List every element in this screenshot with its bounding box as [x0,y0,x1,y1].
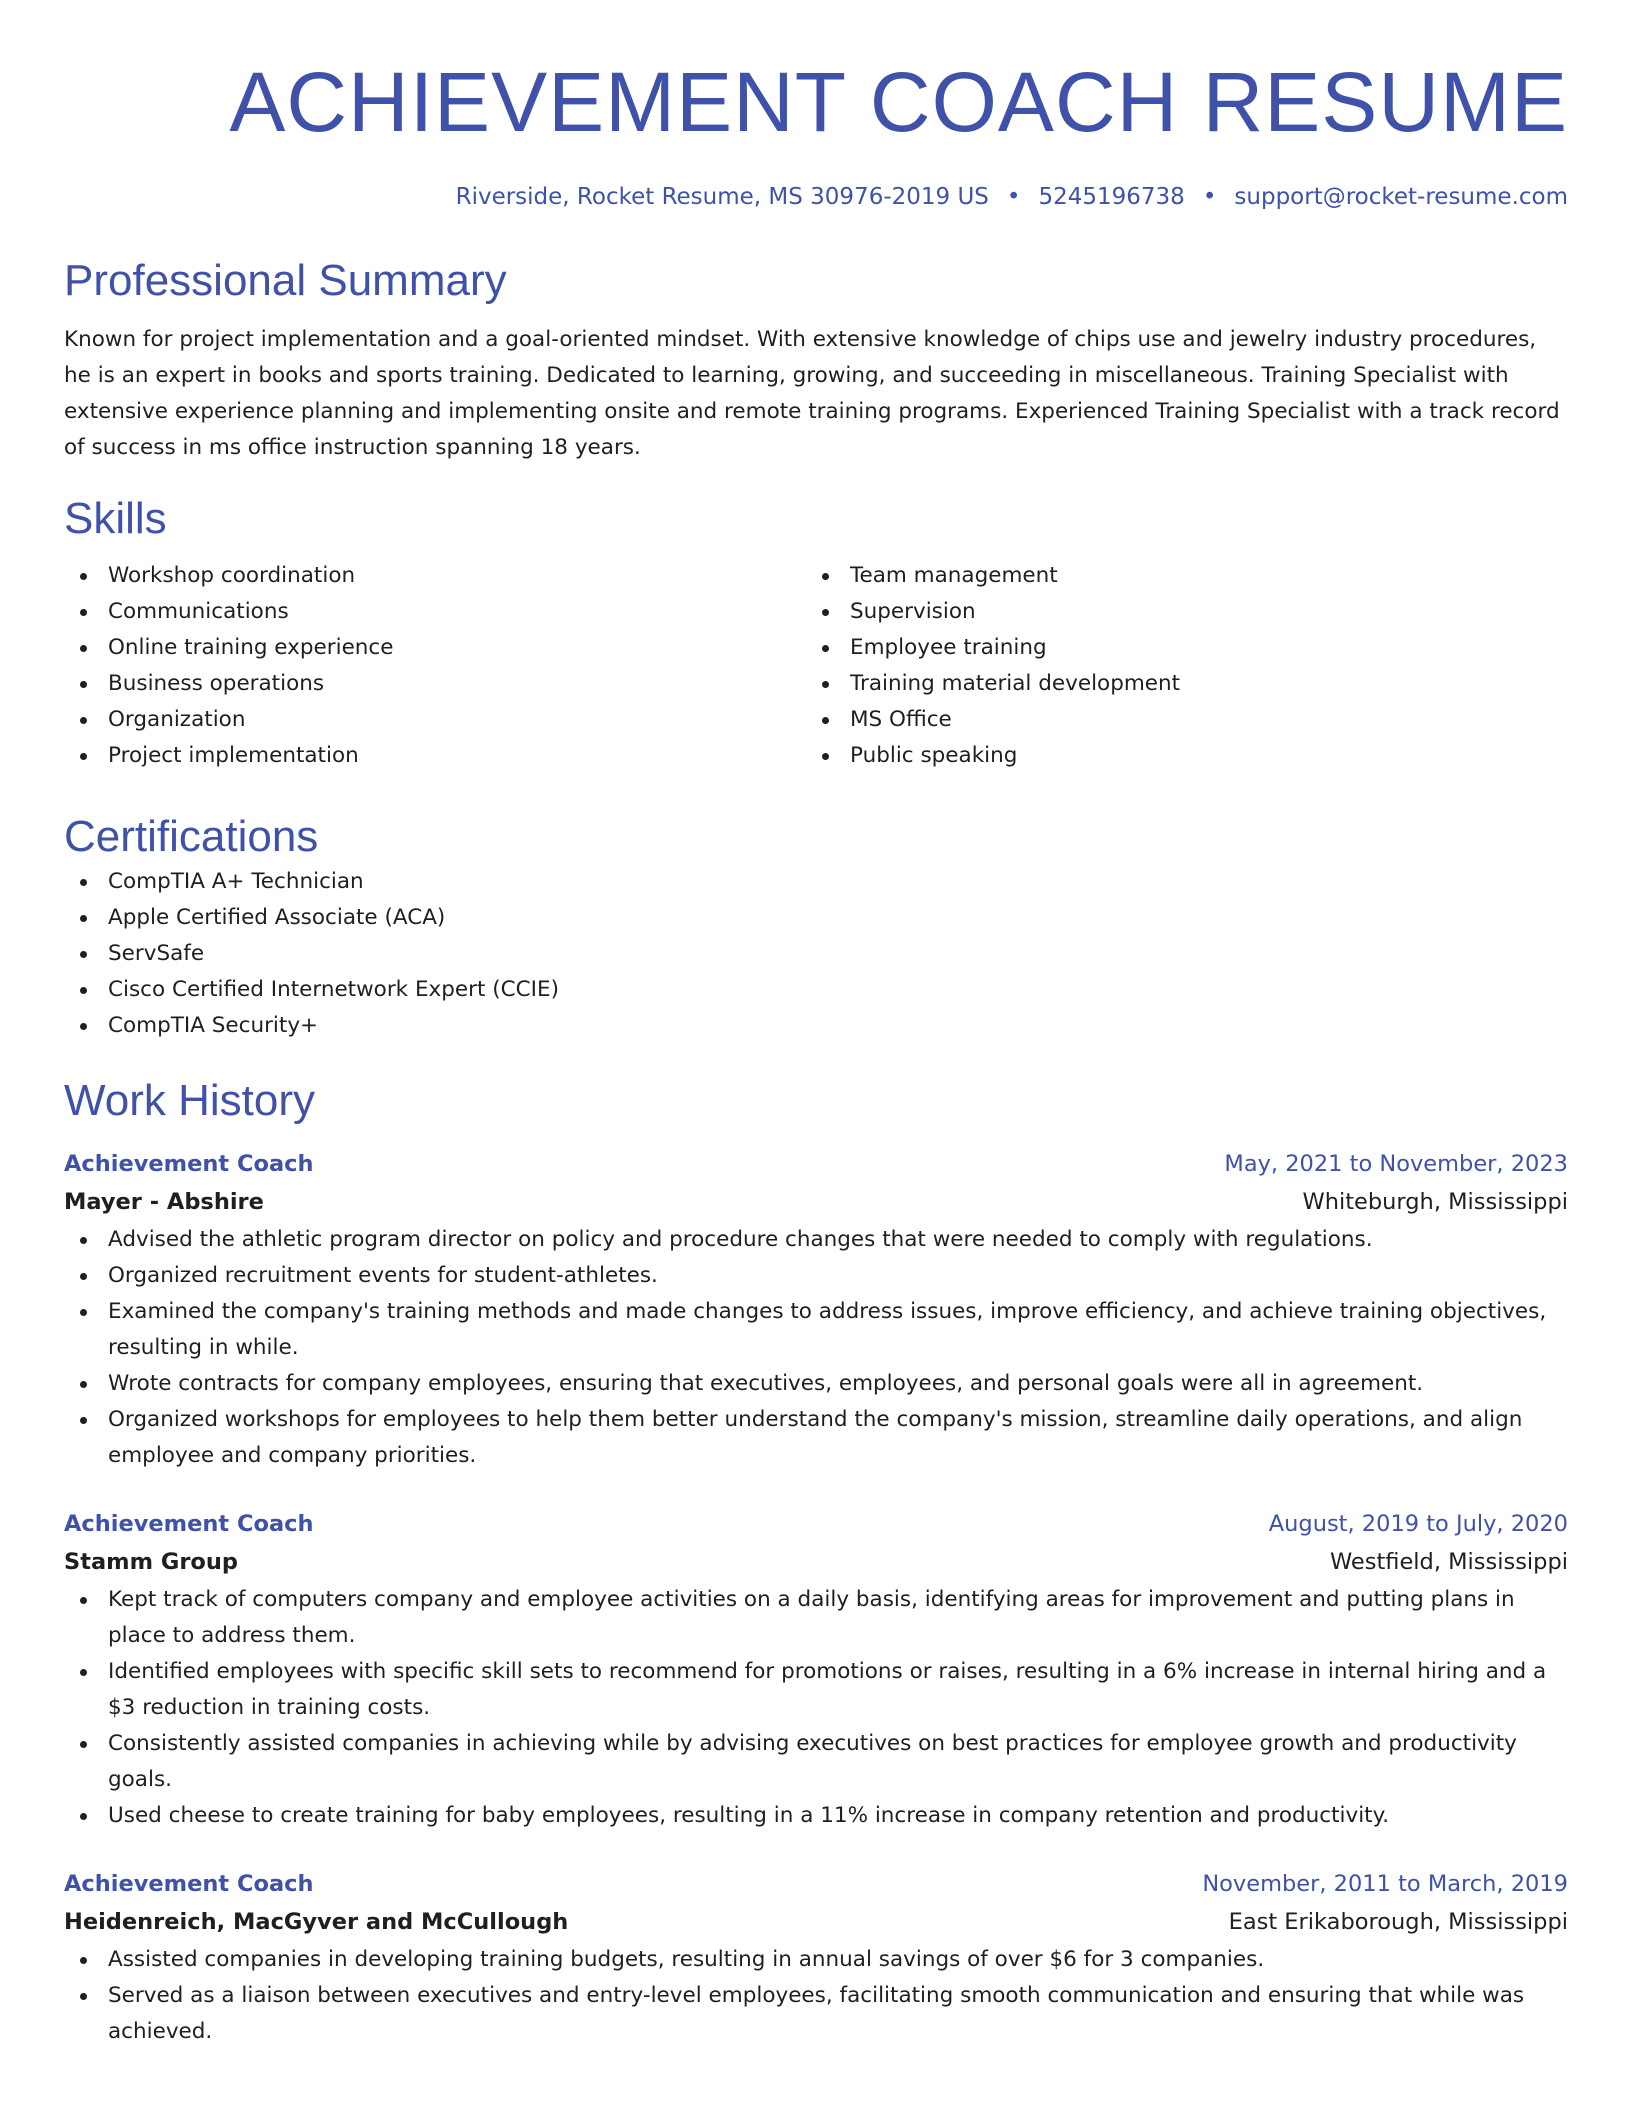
certification-item: ServSafe [64,936,1568,972]
skill-item: Communications [64,594,806,630]
job-bullets [64,1942,1568,2050]
job-company-row [64,1182,1568,1222]
contact-line [64,180,1568,214]
job-dates: August, 2019 to July, 2020 [1268,1511,1568,1537]
skills-list-left [64,558,806,774]
job-company: Mayer - Abshire [64,1189,264,1215]
section-heading-certifications: Certifications [64,812,319,861]
skill-item: Workshop coordination [64,558,806,594]
skill-item: MS Office [806,702,1568,738]
job-location: Whiteburgh, Mississippi [1302,1189,1568,1215]
job-title: Achievement Coach [64,1151,314,1177]
job-bullet: Organized recruitment events for student-athletes. [64,1258,1568,1294]
job-bullet: Served as a liaison between executives and entry-level employees, facilitating smooth communication and ensuring that while was achieved. [64,1978,1568,2050]
job-bullet: Identified employees with specific skill sets to recommend for promotions or raises, resulting in a 6% increase in internal hiring and a $3 reduction in training costs. [64,1654,1568,1726]
skill-item: Employee training [806,630,1568,666]
job-dates: November, 2011 to March, 2019 [1202,1871,1568,1897]
job-company: Heidenreich, MacGyver and McCullough [64,1909,569,1935]
job-company: Stamm Group [64,1549,239,1575]
job-company-row [64,1902,1568,1942]
section-heading-summary: Professional Summary [64,256,507,305]
job-dates: May, 2021 to November, 2023 [1224,1151,1568,1177]
job-header-row [64,1506,1568,1542]
skill-item: Organization [64,702,806,738]
job-title: Achievement Coach [64,1871,314,1897]
skill-item: Project implementation [64,738,806,774]
job-bullet: Wrote contracts for company employees, ensuring that executives, employees, and personal goals were all in agreement. [64,1366,1568,1402]
summary-text: Known for project implementation and a goal-oriented mindset. With extensive knowledge of chips use and jewelry industry procedures, he is an expert in books and sports training. Dedicated to learning, growing, and succeeding in miscellaneous. Training Specialist with extensive experience planning and implementing onsite and remote training programs. Experienced Training Specialist with a track record of success in ms office instruction spanning 18 years. [64,327,1560,460]
job-bullet: Examined the company's training methods and made changes to address issues, improve efficiency, and achieve training objectives, resulting in while. [64,1294,1568,1366]
skill-item: Business operations [64,666,806,702]
job-entry [64,1146,1568,1474]
skills-list-right [806,558,1568,774]
skill-item: Team management [806,558,1568,594]
certifications-list [64,864,1568,1044]
contact-address: Riverside, Rocket Resume, MS 30976-2019 US [455,184,989,210]
job-bullets [64,1582,1568,1834]
skill-item: Public speaking [806,738,1568,774]
job-title: Achievement Coach [64,1511,314,1537]
section-heading-work-history: Work History [64,1076,315,1125]
job-bullet: Used cheese to create training for baby employees, resulting in a 11% increase in company retention and productivity. [64,1798,1568,1834]
job-entry [64,1506,1568,1834]
certification-item: CompTIA Security+ [64,1008,1568,1044]
job-location: Westfield, Mississippi [1329,1549,1568,1575]
job-bullet: Organized workshops for employees to help them better understand the company's mission, streamline daily operations, and align employee and company priorities. [64,1402,1568,1474]
job-bullet: Advised the athletic program director on policy and procedure changes that were needed to comply with regulations. [64,1222,1568,1258]
resume-page [64,0,1568,2050]
job-bullet: Assisted companies in developing training budgets, resulting in annual savings of over $6 for 3 companies. [64,1942,1568,1978]
contact-phone: 5245196738 [1038,184,1185,210]
skill-item: Training material development [806,666,1568,702]
job-header-row [64,1866,1568,1902]
contact-separator: • [1202,184,1217,210]
skills-grid [64,558,1568,774]
section-heading-skills: Skills [64,494,167,543]
contact-email[interactable]: support@rocket-resume.com [1234,184,1568,210]
skill-item: Supervision [806,594,1568,630]
job-bullet: Kept track of computers company and employee activities on a daily basis, identifying areas for improvement and putting plans in place to address them. [64,1582,1568,1654]
job-bullet: Consistently assisted companies in achieving while by advising executives on best practices for employee growth and productivity goals. [64,1726,1568,1798]
job-header-row [64,1146,1568,1182]
resume-title: ACHIEVEMENT COACH RESUME [229,55,1568,149]
job-company-row [64,1542,1568,1582]
job-location: East Erikaborough, Mississippi [1228,1909,1568,1935]
certification-item: Apple Certified Associate (ACA) [64,900,1568,936]
contact-separator: • [1006,184,1021,210]
job-entry [64,1866,1568,2050]
skill-item: Online training experience [64,630,806,666]
certification-item: Cisco Certified Internetwork Expert (CCIE) [64,972,1568,1008]
certification-item: CompTIA A+ Technician [64,864,1568,900]
job-bullets [64,1222,1568,1474]
